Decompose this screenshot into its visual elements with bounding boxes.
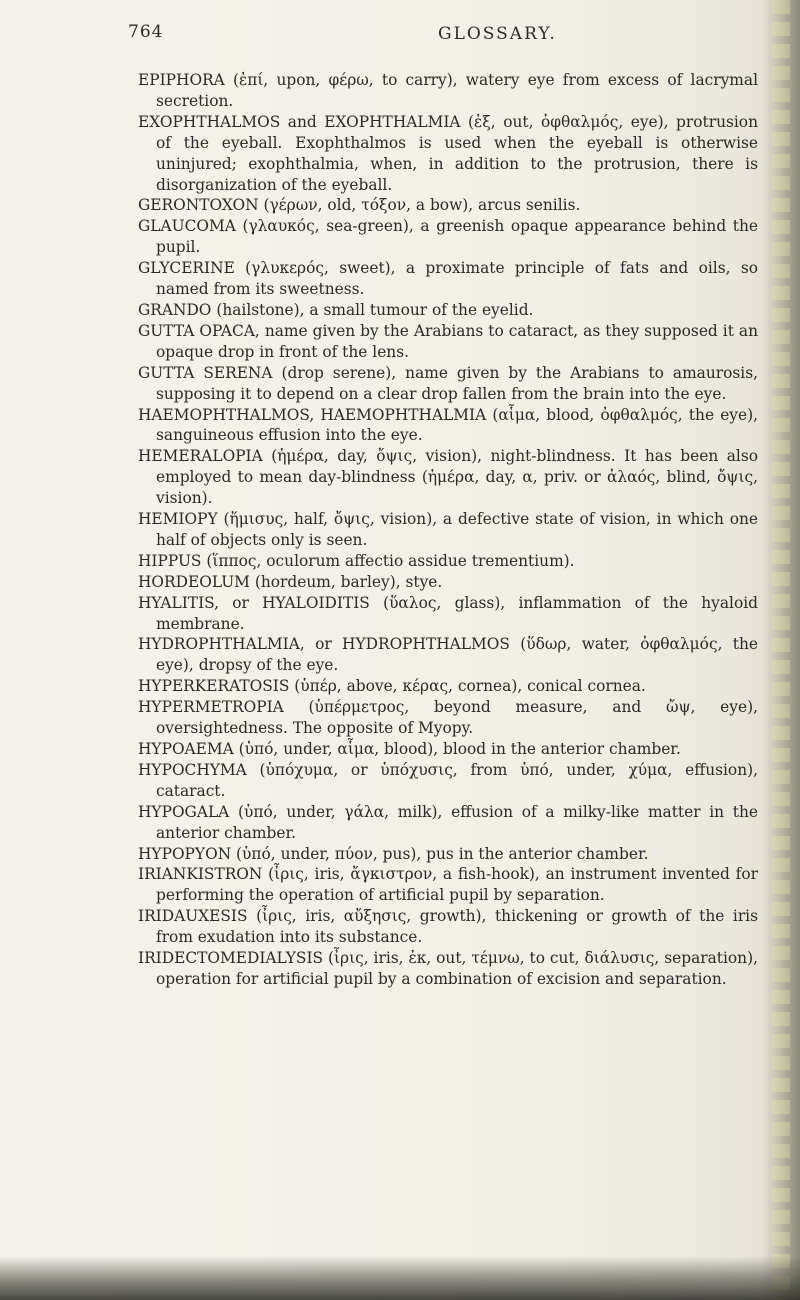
glossary-entry-gutta-serena: GUTTA SERENA (drop serene), name given by the Arabians to amaurosis, supposing it to depend on a clear drop fallen from the brain into the eye.: [138, 363, 758, 403]
glossary-entry-hemeralopia: HEMERALOPIA (ἡμέρα, day, ὄψις, vision), night-blindness. It has been also employed to mean day-blindness (ἡμέρα, day, α, priv. or ἀλαός, blind, ὄψις, vision).: [138, 447, 758, 508]
glossary-entry-gutta-opaca: GUTTA OPACA, name given by the Arabians to cataract, as they supposed it an opaque drop in front of the lens.: [138, 321, 758, 361]
glossary-entry-iridectomedialysis: IRIDECTOMEDIALYSIS (ἶρις, iris, ἐκ, out, τέμνω, to cut, διάλυσις, separation), operation for artificial pupil by a combination of excision and separation.: [138, 949, 758, 988]
glossary-entry-iriankistron: IRIANKISTRON (ἶρις, iris, ἄγκιστρον, a fish-hook), an instrument invented for performing the operation of artificial pupil by separation.: [138, 865, 758, 905]
glossary-entry-hordeolum: HORDEOLUM (hordeum, barley), stye.: [138, 572, 443, 591]
glossary-entry-haemophthalmos: HAEMOPHTHALMOS, HAEMOPHTHALMIA (αἷμα, blood, ὀφθαλμός, the eye), sanguineous effusion into the eye.: [138, 405, 758, 445]
glossary-entry-hypermetropia: HYPERMETROPIA (ὑπέρμετρος, beyond measure, and ὤψ, eye), oversightedness. The opposite of Myopy.: [138, 698, 758, 738]
scan-bottom-band: [0, 1256, 800, 1300]
glossary-entry-grando: GRANDO (hailstone), a small tumour of the eyelid.: [138, 300, 534, 319]
glossary-entry-hypogala: HYPOGALA (ὑπό, under, γάλα, milk), effusion of a milky-like matter in the anterior chamber.: [138, 802, 758, 842]
glossary-entries: [138, 70, 758, 990]
page-number: 764: [128, 22, 164, 42]
glossary-entry-gerontoxon: GERONTOXON (γέρων, old, τόξον, a bow), arcus senilis.: [138, 196, 581, 215]
adjacent-page-edge: [772, 0, 790, 1300]
running-head: GLOSSARY.: [438, 24, 557, 44]
page-header: [128, 22, 768, 46]
glossary-entry-hypochyma: HYPOCHYMA (ὑπόχυμα, or ὑπόχυσις, from ὑπό, under, χύμα, effusion), cataract.: [138, 760, 758, 800]
glossary-entry-hyalitis: HYALITIS, or HYALOIDITIS (ὕαλος, glass), inflammation of the hyaloid membrane.: [138, 593, 758, 633]
glossary-entry-hemiopy: HEMIOPY (ἥμισυς, half, ὄψις, vision), a defective state of vision, in which one half of objects only is seen.: [138, 510, 758, 549]
glossary-entry-glycerine: GLYCERINE (γλυκερός, sweet), a proximate principle of fats and oils, so named from its sweetness.: [138, 259, 758, 299]
glossary-entry-hypopyon: HYPOPYON (ὑπό, under, πύον, pus), pus in the anterior chamber.: [138, 844, 649, 863]
glossary-entry-epiphora: EPIPHORA (ἐπί, upon, φέρω, to carry), watery eye from excess of lacrymal secretion.: [138, 71, 758, 110]
glossary-entry-glaucoma: GLAUCOMA (γλαυκός, sea-green), a greenish opaque appearance behind the pupil.: [138, 217, 758, 257]
glossary-entry-hypoaema: HYPOAEMA (ὑπό, under, αἷμα, blood), blood in the anterior chamber.: [138, 740, 681, 758]
glossary-entry-hyperkeratosis: HYPERKERATOSIS (ὑπέρ, above, κέρας, cornea), conical cornea.: [138, 677, 646, 696]
glossary-entry-hippus: HIPPUS (ἵππος, oculorum affectio assidue trementium).: [138, 551, 575, 570]
glossary-entry-exophthalmos: EXOPHTHALMOS and EXOPHTHALMIA (ἐξ, out, ὀφθαλμός, eye), protrusion of the eyeball. Exophthalmos is used when the eyeball is otherwise uninjured; exophthalmia, when, in addition to the protrusion, there is disorganization of the eyeball.: [138, 112, 758, 194]
glossary-entry-hydrophthalmia: HYDROPHTHALMIA, or HYDROPHTHALMOS (ὕδωρ, water, ὀφθαλμός, the eye), dropsy of the eye.: [138, 635, 758, 675]
glossary-entry-iridauxesis: IRIDAUXESIS (ἶρις, iris, αὔξησις, growth), thickening or growth of the iris from exudation into its substance.: [138, 907, 758, 947]
